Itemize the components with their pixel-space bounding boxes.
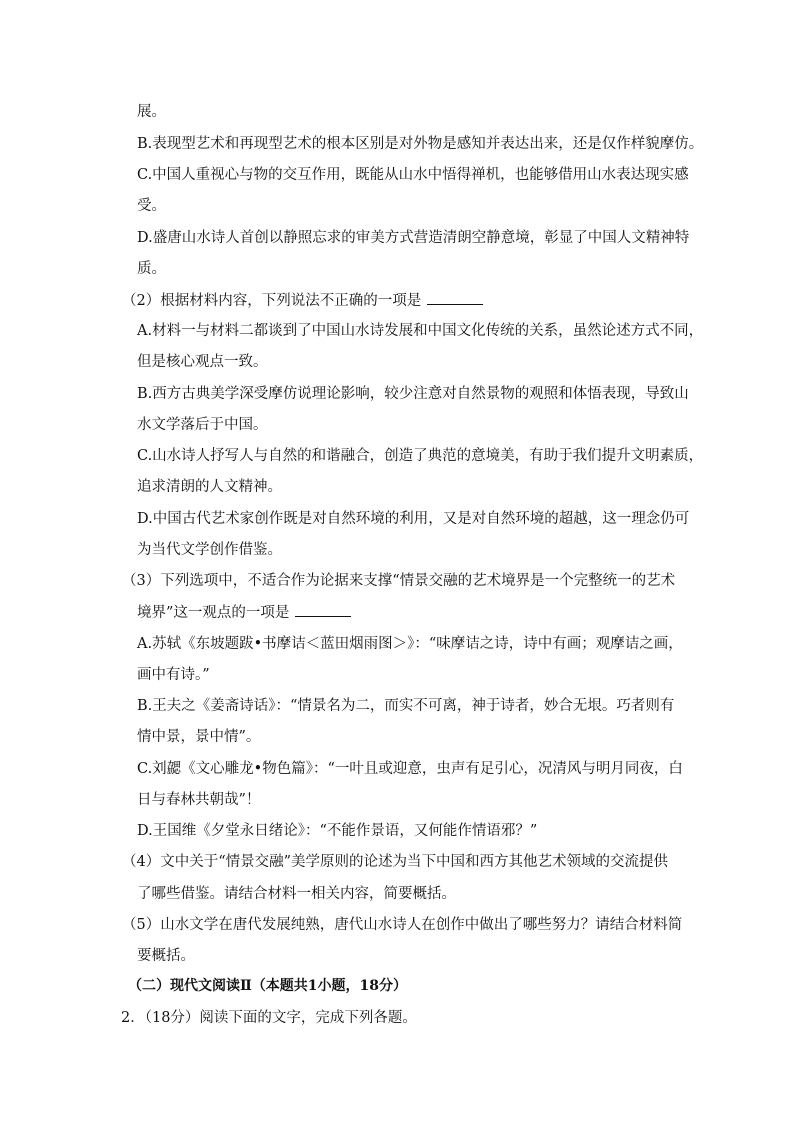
text-line: 了哪些借鉴。请结合材料一相关内容，简要概括。 xyxy=(137,886,456,902)
answer-blank[interactable] xyxy=(295,602,351,617)
text-line: 情中景，景中情”。 xyxy=(137,729,261,745)
option-c: C.中国人重视心与物的交互作用，既能从山水中悟得禅机，也能够借用山水表达现实感 xyxy=(137,167,689,183)
option-b: B.王夫之《姜斋诗话》：“情景名为二，而实不可离，神于诗者，妙合无垠。巧者则有 xyxy=(137,698,675,714)
text-line: 受。 xyxy=(137,198,166,214)
question-2 xyxy=(122,290,483,311)
question-3-cont xyxy=(137,602,351,623)
question-5: （5）山水文学在唐代发展纯熟，唐代山水诗人在创作中做出了哪些努力？请结合材料简 xyxy=(122,917,683,933)
text-line: 但是核心观点一致。 xyxy=(137,354,268,370)
question-3-text: 境界”这一观点的一项是 xyxy=(137,605,290,621)
option-a: A.苏轼《东坡题跋•书摩诘＜蓝田烟雨图＞》：“味摩诘之诗，诗中有画；观摩诘之画， xyxy=(137,636,683,652)
text-line: 日与春林共朝哉”！ xyxy=(137,792,261,808)
option-b: B.表现型艺术和再现型艺术的根本区别是对外物是感知并表达出来，还是仅作样貌摩仿。 xyxy=(137,136,704,152)
option-d: D.盛唐山水诗人首创以静照忘求的审美方式营造清朗空静意境，彰显了中国人文精神特 xyxy=(137,230,690,246)
option-c: C.刘勰《文心雕龙•物色篇》：“一叶且或迎意，虫声有足引心，况清风与明月同夜，白 xyxy=(137,761,683,777)
option-c: C.山水诗人抒写人与自然的和谐融合，创造了典范的意境美，有助于我们提升文明素质， xyxy=(137,448,704,464)
question-4: （4）文中关于“情景交融”美学原则的论述为当下中国和西方其他艺术领域的交流提供 xyxy=(122,854,669,870)
answer-blank[interactable] xyxy=(427,290,483,305)
option-d: D.中国古代艺术家创作既是对自然环境的利用，又是对自然环境的超越，这一理念仍可 xyxy=(137,511,690,527)
section-heading: （二）现代文阅读Ⅱ（本题共1小题，18分） xyxy=(128,978,408,994)
question-intro: 2．（18分）阅读下面的文字，完成下列各题。 xyxy=(121,1010,417,1026)
option-b: B.西方古典美学深受摩仿说理论影响，较少注意对自然景物的观照和体悟表现，导致山 xyxy=(137,386,689,402)
question-3: （3）下列选项中，不适合作为论据来支撑“情景交融的艺术境界是一个完整统一的艺术 xyxy=(122,573,676,589)
option-a: A.材料一与材料二都谈到了中国山水诗发展和中国文化传统的关系，虽然论述方式不同， xyxy=(137,323,704,339)
text-line: 画中有诗。” xyxy=(137,667,210,683)
text-line: 水文学落后于中国。 xyxy=(137,417,268,433)
option-d: D.王国维《夕堂永日绪论》：“不能作景语，又何能作情语邪？” xyxy=(137,823,538,839)
text-line: 质。 xyxy=(137,261,166,277)
text-line: 展。 xyxy=(137,104,166,120)
text-line: 追求清朗的人文精神。 xyxy=(137,479,282,495)
text-line: 为当代文学创作借鉴。 xyxy=(137,542,282,558)
question-2-text: （2）根据材料内容，下列说法不正确的一项是 xyxy=(122,293,422,309)
text-line: 要概括。 xyxy=(137,948,195,964)
